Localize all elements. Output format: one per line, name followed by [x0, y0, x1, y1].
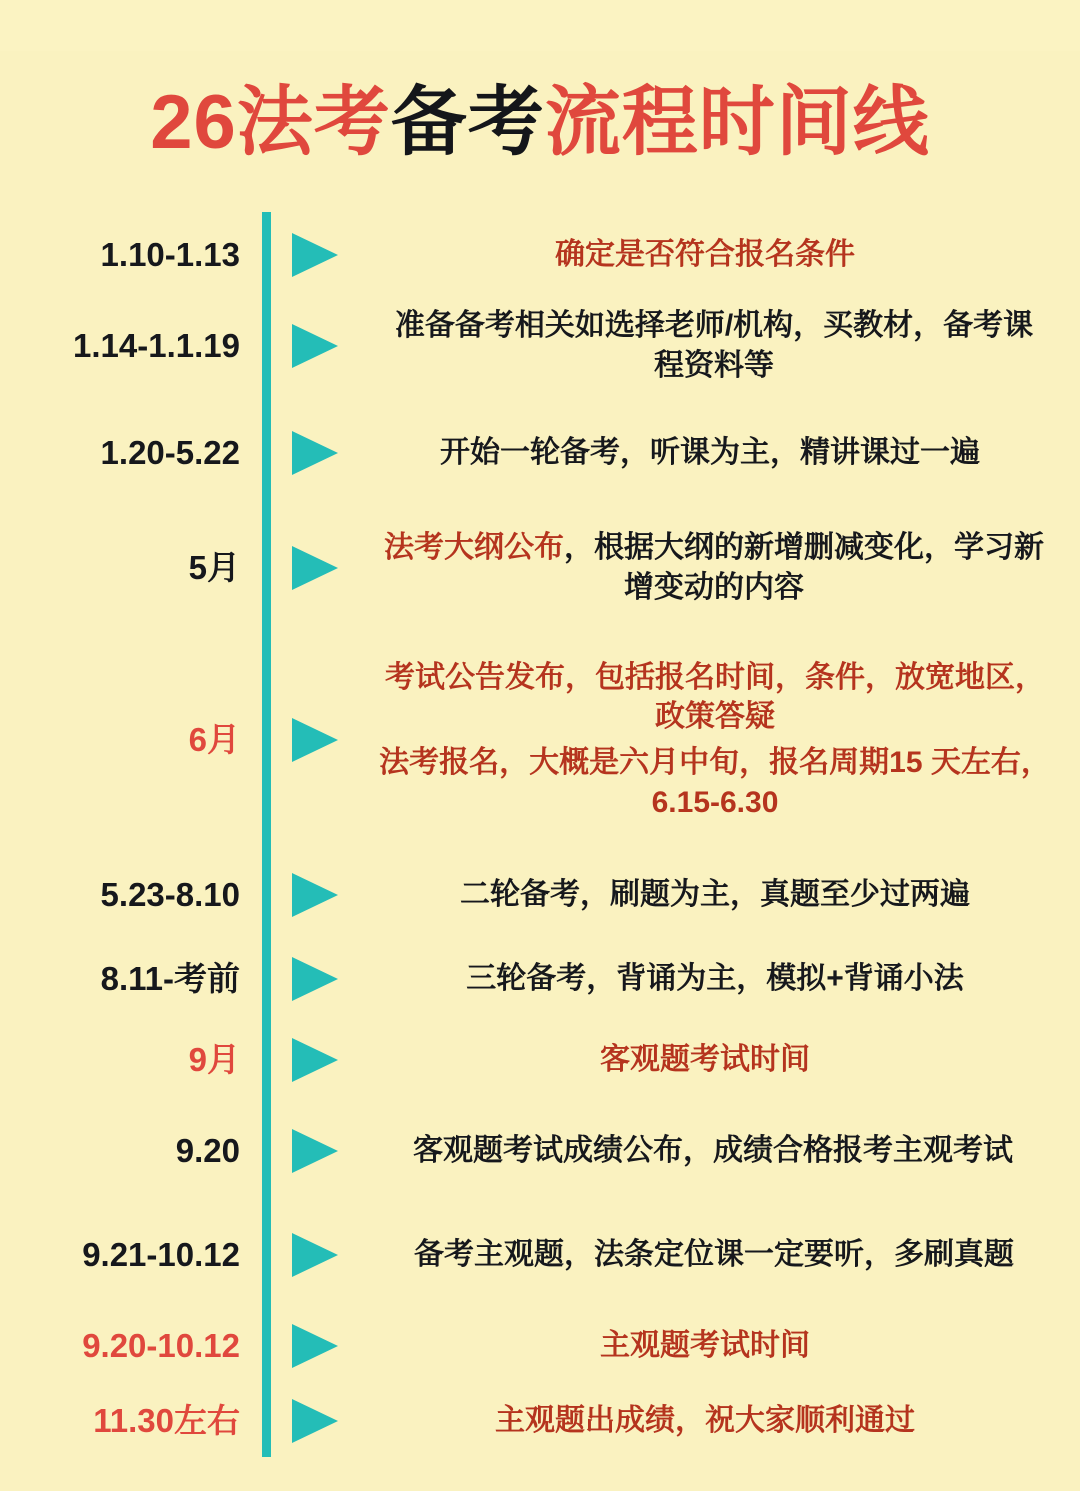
- timeline-rows: [0, 212, 1080, 1457]
- timeline-arrow: [262, 1233, 354, 1277]
- timeline-date: 1.10-1.13: [100, 235, 240, 273]
- timeline-text: 二轮备考，刷题为主，真题至少过两遍: [460, 877, 970, 911]
- timeline-arrow: [262, 873, 354, 917]
- timeline-date: 5月: [188, 548, 240, 586]
- timeline-date: 5.23-8.10: [100, 875, 240, 913]
- timeline-arrow: [262, 324, 354, 368]
- timeline-text: 客观题考试时间: [600, 1042, 810, 1076]
- timeline-row: [0, 294, 1080, 398]
- timeline-text: 确定是否符合报名条件: [555, 237, 855, 271]
- timeline-arrow: [262, 718, 354, 762]
- timeline-arrow: [262, 1324, 354, 1368]
- arrow-right-icon: [292, 546, 338, 590]
- arrow-right-icon: [292, 1324, 338, 1368]
- arrow-right-icon: [292, 1129, 338, 1173]
- arrow-right-icon: [292, 1233, 338, 1277]
- timeline-text: 开始一轮备考，听课为主，精讲课过一遍: [440, 435, 980, 469]
- arrow-right-icon: [292, 431, 338, 475]
- timeline-date: 6月: [188, 721, 240, 759]
- timeline-row: [0, 628, 1080, 853]
- timeline-date: 9.21-10.12: [82, 1235, 240, 1273]
- timeline: [0, 212, 1080, 1457]
- timeline-text: 主观题考试时间: [600, 1328, 810, 1362]
- timeline-row: [0, 1099, 1080, 1203]
- arrow-right-icon: [292, 324, 338, 368]
- timeline-date: 9.20-10.12: [82, 1326, 240, 1364]
- timeline-date: 1.14-1.1.19: [73, 326, 240, 364]
- title-part-3: 备考: [390, 79, 545, 165]
- infographic-page: [0, 51, 1080, 1491]
- timeline-row: [0, 1021, 1080, 1099]
- title-part-1: 26: [150, 79, 237, 165]
- timeline-row: [0, 508, 1080, 628]
- timeline-text: 客观题考试成绩公布，成绩合格报考主观考试: [413, 1133, 1013, 1167]
- arrow-right-icon: [292, 1038, 338, 1082]
- timeline-arrow: [262, 1399, 354, 1443]
- timeline-text: 三轮备考，背诵为主，模拟+背诵小法: [466, 961, 964, 995]
- timeline-text-group: [354, 658, 1080, 824]
- timeline-date: 9月: [188, 1040, 240, 1078]
- timeline-text: 主观题出成绩，祝大家顺利通过: [495, 1403, 915, 1437]
- timeline-date: 8.11-考前: [100, 959, 240, 997]
- timeline-row: [0, 1385, 1080, 1457]
- title-part-4: 流程时间线: [544, 79, 930, 165]
- timeline-text: [354, 528, 1080, 608]
- arrow-right-icon: [292, 957, 338, 1001]
- timeline-text-highlight: 法考大纲公布: [384, 530, 564, 564]
- timeline-arrow: [262, 431, 354, 475]
- timeline-arrow: [262, 546, 354, 590]
- timeline-date: 1.20-5.22: [100, 433, 240, 471]
- timeline-date: 11.30左右: [93, 1401, 240, 1439]
- timeline-row: [0, 1203, 1080, 1307]
- timeline-date: 9.20: [175, 1131, 240, 1169]
- timeline-row: [0, 937, 1080, 1021]
- timeline-text: 备考主观题，法条定位课一定要听，多刷真题: [414, 1237, 1014, 1271]
- timeline-row: [0, 853, 1080, 937]
- timeline-text-secondary: 法考报名，大概是六月中旬，报名周期15 天左右，6.15-6.30: [379, 746, 1051, 820]
- timeline-text: 考试公告发布，包括报名时间，条件，放宽地区，政策答疑: [385, 660, 1045, 734]
- page-title: [0, 51, 1080, 165]
- timeline-row: [0, 398, 1080, 508]
- timeline-arrow: [262, 957, 354, 1001]
- timeline-text: 准备备考相关如选择老师/机构，买教材，备考课程资料等: [394, 308, 1034, 382]
- timeline-arrow: [262, 1129, 354, 1173]
- arrow-right-icon: [292, 233, 338, 277]
- timeline-text-rest: ，根据大纲的新增删减变化，学习新增变动的内容: [564, 530, 1044, 604]
- arrow-right-icon: [292, 873, 338, 917]
- timeline-arrow: [262, 1038, 354, 1082]
- timeline-arrow: [262, 233, 354, 277]
- timeline-row: [0, 1307, 1080, 1385]
- arrow-right-icon: [292, 1399, 338, 1443]
- title-part-2: 法考: [236, 79, 391, 165]
- timeline-row: [0, 216, 1080, 294]
- arrow-right-icon: [292, 718, 338, 762]
